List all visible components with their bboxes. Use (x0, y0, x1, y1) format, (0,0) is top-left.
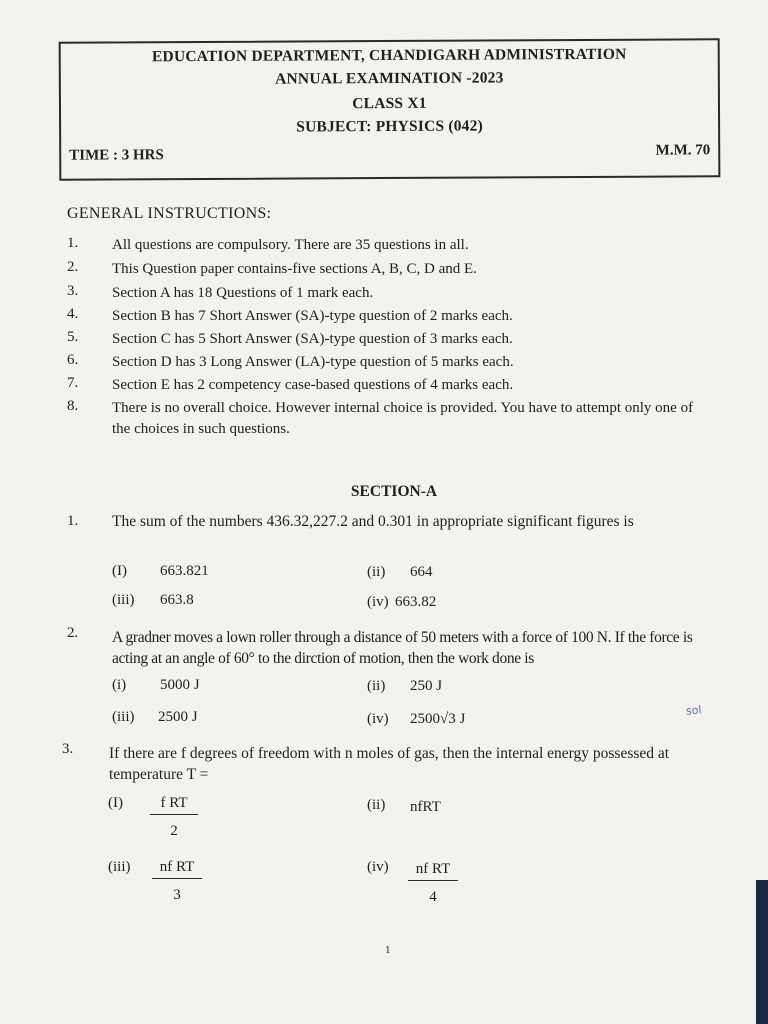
instruction-number: 7. (67, 375, 79, 391)
option-fraction (150, 795, 198, 840)
instruction-text: Section C has 5 Short Answer (SA)-type question of 3 marks each. (112, 331, 513, 347)
question-text: If there are f degrees of freedom with n moles of gas, then the internal energy possessed at temperature T = (109, 745, 670, 783)
option-label: (iii) (108, 859, 131, 875)
instruction-number: 2. (67, 259, 79, 275)
department-title: EDUCATION DEPARTMENT, CHANDIGARH ADMINISTRATION (151, 45, 627, 66)
instructions-title: GENERAL INSTRUCTIONS: (67, 205, 272, 222)
option-label: (iv) (367, 859, 389, 875)
option-fraction (152, 859, 202, 904)
fraction-numerator: nf RT (408, 861, 458, 881)
header-box (59, 38, 721, 180)
exam-title: ANNUAL EXAMINATION -2023 (275, 69, 504, 88)
background-edge (756, 880, 768, 1024)
fraction-denominator: 2 (170, 823, 178, 839)
option-value: 663.8 (160, 592, 194, 608)
instruction-number: 3. (67, 283, 79, 299)
option-label: (I) (108, 795, 123, 811)
instruction-text: Section D has 3 Long Answer (LA)-type question of 5 marks each. (112, 354, 514, 370)
option-value: 2500 J (158, 709, 198, 725)
fraction-denominator: 4 (429, 889, 437, 905)
instruction-text: Section B has 7 Short Answer (SA)-type question of 2 marks each. (112, 308, 513, 324)
option-label: (iv) (367, 594, 389, 610)
option-label: (iv) (367, 711, 389, 727)
option-label: (ii) (367, 564, 386, 580)
option-label: (ii) (367, 678, 386, 694)
option-label: (ii) (367, 797, 386, 813)
option-label: (I) (112, 563, 127, 579)
max-marks-label: M.M. 70 (655, 142, 711, 159)
question-number: 3. (62, 741, 74, 757)
option-label: (iii) (112, 592, 135, 608)
instruction-number: 6. (67, 352, 79, 368)
question-text: The sum of the numbers 436.32,227.2 and 0.301 in appropriate significant figures is (112, 513, 634, 530)
section-title: SECTION-A (350, 483, 438, 500)
instruction-number: 1. (67, 235, 79, 251)
handwritten-margin-note: sol (685, 703, 703, 718)
option-label: (iii) (112, 709, 135, 725)
option-value: 663.821 (160, 563, 209, 579)
fraction-denominator: 3 (173, 887, 181, 903)
option-value: 250 J (410, 678, 443, 694)
subject-title: SUBJECT: PHYSICS (042) (296, 117, 483, 136)
fraction-numerator: f RT (150, 795, 198, 815)
option-value: 2500√3 J (410, 711, 466, 727)
question-text: A gradner moves a lown roller through a distance of 50 meters with a force of 100 N. If the force is acting at an angle of 60° to the dirction of motion, then the work done is (112, 629, 693, 667)
option-fraction (408, 861, 458, 906)
option-value: 664 (410, 564, 433, 580)
option-value: 663.82 (395, 594, 437, 610)
instruction-text: All questions are compulsory. There are 35 questions in all. (112, 237, 469, 253)
instruction-number: 5. (67, 329, 79, 345)
instruction-text: There is no overall choice. However internal choice is provided. You have to attempt only one of the choices in such questions. (112, 400, 694, 437)
time-label: TIME : 3 HRS (69, 147, 164, 164)
instruction-text: Section E has 2 competency case-based questions of 4 marks each. (112, 377, 514, 393)
class-title: CLASS X1 (352, 94, 427, 113)
instruction-text: Section A has 18 Questions of 1 mark each. (112, 285, 374, 301)
instruction-number: 8. (67, 398, 79, 414)
question-number: 1. (67, 513, 79, 529)
page-number: 1 (385, 944, 391, 956)
option-value: 5000 J (160, 677, 200, 693)
question-number: 2. (67, 625, 79, 641)
option-value: nfRT (410, 799, 441, 815)
fraction-numerator: nf RT (152, 859, 202, 879)
instruction-text: This Question paper contains-five sections A, B, C, D and E. (112, 261, 477, 277)
instruction-number: 4. (67, 306, 79, 322)
option-label: (i) (112, 677, 127, 693)
